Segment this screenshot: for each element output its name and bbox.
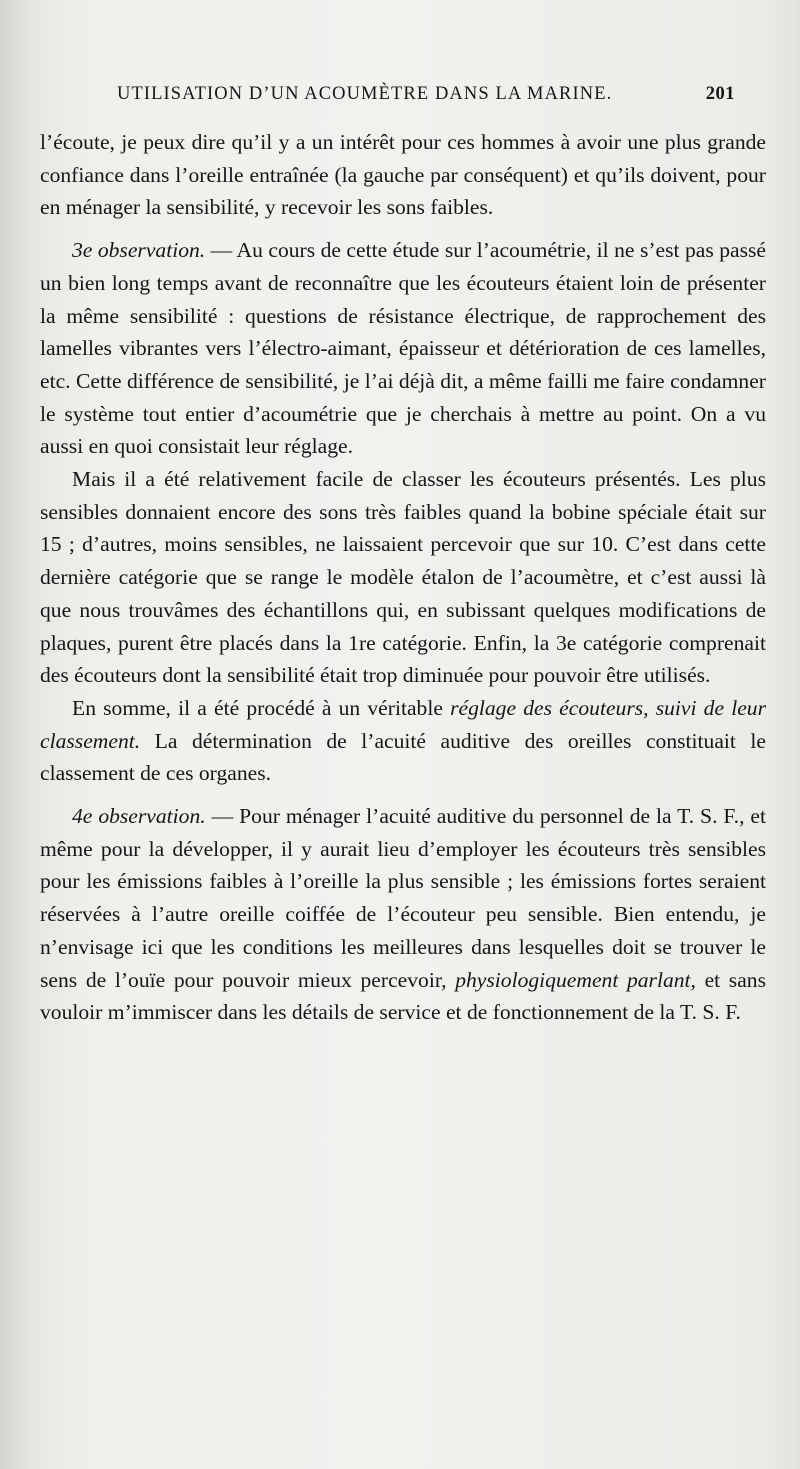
paragraph-text: — Au cours de cette étude sur l’acoumétrie, il ne s’est pas passé un bien long temps avant de reconnaître que les écouteurs étaient loin de présenter la même sensibilité : questions de résistance électrique, de rapprochement des lamelles vibrantes vers l’électro-aimant, épaisseur et détérioration de ces lamelles, etc. Cette différence de sensibilité, je l’ai déjà dit, a même failli me faire condamner le système tout entier d’acoumétrie que je cherchais à mettre au point. On a vu aussi en quoi consistait leur réglage. bbox=[40, 238, 766, 459]
body-text bbox=[40, 126, 766, 1029]
paragraph-text: et sans vouloir m’immiscer dans les détails de service et de fonctionnement de la T. S. F. bbox=[40, 967, 766, 1025]
paragraph-fourth-observation bbox=[40, 800, 766, 1029]
emphasis-text: réglage des écouteurs, suivi de leur classement. bbox=[40, 695, 766, 753]
running-header bbox=[117, 84, 735, 105]
observation-label: 3e observation. bbox=[72, 238, 206, 263]
paragraph-continuation: l’écoute, je peux dire qu’il y a un intérêt pour ces hommes à avoir une plus grande confiance dans l’oreille entraînée (la gauche par conséquent) et qu’ils doivent, pour en ménager la sensibilité, y recevoir les sons faibles. bbox=[40, 130, 766, 220]
paragraph-classification: Mais il a été relativement facile de classer les écouteurs présentés. Les plus sensibles donnaient encore des sons très faibles quand la bobine spéciale était sur 15 ; d’autres, moins sensibles, ne laissaient percevoir que sur 10. C’est dans cette dernière catégorie que se range le modèle étalon de l’acoumètre, et c’est aussi là que nous trouvâmes des échantillons qui, en subissant quelques modifications de plaques, purent être placés dans la 1re catégorie. Enfin, la 3e catégorie comprenait des écouteurs dont la sensibilité était trop diminuée pour pouvoir être utilisés. bbox=[40, 467, 766, 688]
page-number: 201 bbox=[705, 84, 735, 104]
running-title: UTILISATION D’UN ACOUMÈTRE DANS LA MARINE. bbox=[117, 84, 613, 104]
paragraph-third-observation bbox=[40, 234, 766, 463]
paragraph-summary bbox=[40, 692, 766, 790]
paragraph-text: La détermination de l’acuité auditive des oreilles constituait le classement de ces organes. bbox=[40, 728, 766, 786]
paragraph-text: En somme, il a été procédé à un véritable bbox=[72, 695, 451, 720]
emphasis-text: physiologiquement parlant, bbox=[455, 967, 696, 992]
paragraph-text: — Pour ménager l’acuité auditive du personnel de la T. S. F., et même pour la développer, il y aurait lieu d’employer les écouteurs très sensibles pour les émissions faibles à l’oreille la plus sensible ; les émissions fortes seraient réservées à l’autre oreille coiffée de l’écouteur peu sensible. Bien entendu, je n’envisage ici que les conditions les meilleures dans lesquelles doit se trouver le sens de l’ouïe pour pouvoir mieux percevoir, bbox=[40, 804, 766, 992]
observation-label: 4e observation. bbox=[72, 804, 206, 829]
